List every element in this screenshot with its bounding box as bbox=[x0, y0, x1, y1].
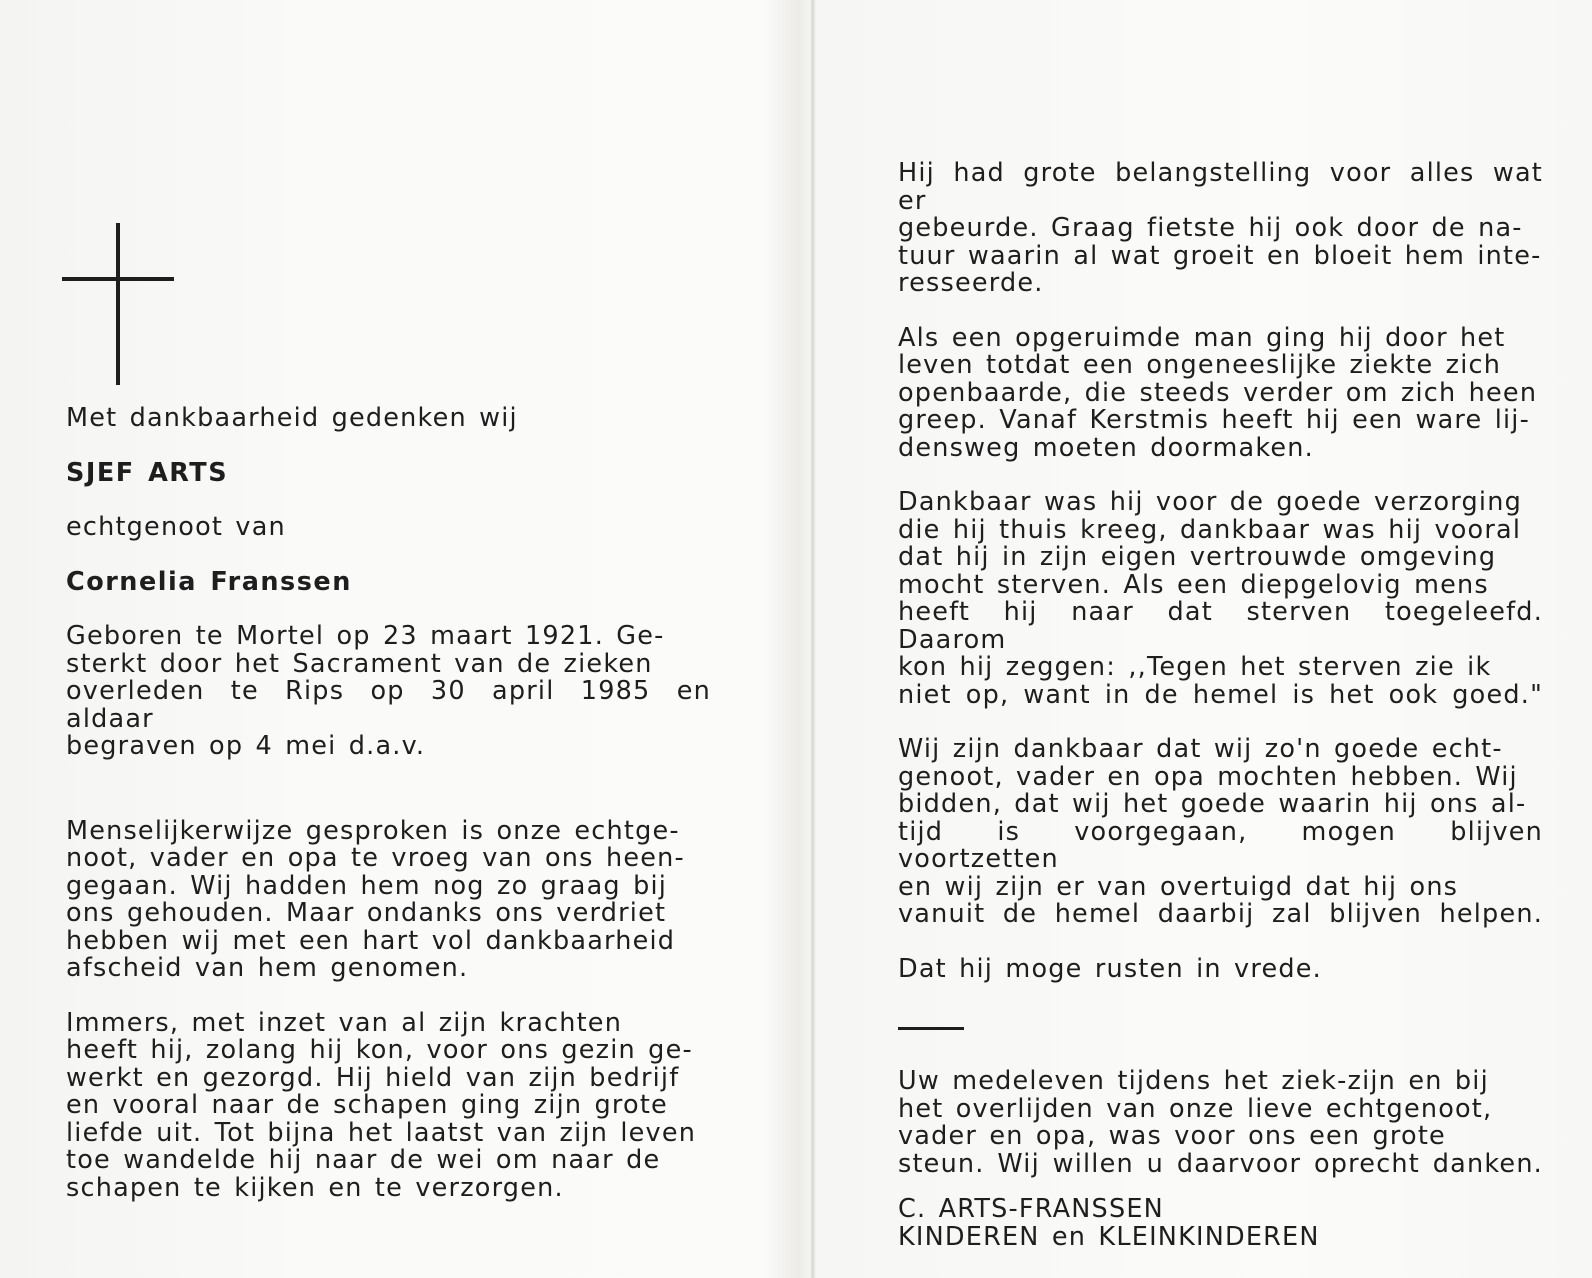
text-line: hebben wij met een hart vol dankbaarheid bbox=[66, 925, 676, 956]
divider bbox=[898, 1027, 964, 1030]
deceased-name: SJEF ARTS bbox=[66, 457, 229, 488]
closing-text: Dat hij moge rusten in vrede. bbox=[898, 953, 1322, 984]
text-line: begraven op 4 mei d.a.v. bbox=[66, 731, 426, 761]
text-line: resseerde. bbox=[898, 268, 1044, 298]
text-line: Geboren te Mortel op 23 maart 1921. Ge- bbox=[66, 621, 665, 651]
text-line: steun. Wij willen u daarvoor oprecht danken. bbox=[898, 1148, 1543, 1179]
text-line: het overlijden van onze lieve echtgenoot, bbox=[898, 1093, 1493, 1124]
text-line: tijd is voorgegaan, mogen blijven voortzetten bbox=[898, 816, 1543, 874]
text-line: kon hij zeggen: ,,Tegen het sterven zie ik bbox=[898, 652, 1492, 682]
text-line: vanuit de hemel daarbij zal blijven helpen. bbox=[898, 899, 1543, 929]
text-line: bidden, dat wij het goede waarin hij ons al- bbox=[898, 789, 1527, 819]
text-line: densweg moeten doormaken. bbox=[898, 432, 1314, 463]
text-line: openbaarde, die steeds verder om zich heen bbox=[898, 377, 1538, 408]
right-paragraph-2 bbox=[898, 322, 1543, 463]
text-line: sterkt door het Sacrament van de zieken bbox=[66, 648, 653, 679]
birth-paragraph bbox=[66, 623, 711, 761]
right-panel bbox=[898, 160, 1543, 1251]
text-line: gegaan. Wij hadden hem nog zo graag bij bbox=[66, 870, 668, 901]
text-line: en vooral naar de schapen ging zijn grote bbox=[66, 1090, 668, 1120]
text-line: heeft hij, zolang hij kon, voor ons gezin ge- bbox=[66, 1035, 693, 1065]
text-line: en wij zijn er van overtuigd dat hij ons bbox=[898, 871, 1459, 902]
text-line: genoot, vader en opa mochten hebben. Wij bbox=[898, 761, 1518, 792]
left-paragraph-2 bbox=[66, 1007, 711, 1203]
text-line: Uw medeleven tijdens het ziek-zijn en bij bbox=[898, 1066, 1489, 1096]
right-paragraph-3 bbox=[898, 489, 1543, 709]
signature bbox=[898, 1196, 1543, 1251]
text-line: Immers, met inzet van al zijn krachten bbox=[66, 1007, 623, 1038]
thanks-paragraph bbox=[898, 1068, 1543, 1178]
text-line: niet op, want in de hemel is het ook goed." bbox=[898, 679, 1543, 710]
signature-line: C. ARTS-FRANSSEN bbox=[898, 1194, 1164, 1224]
text-line: dat hij in zijn eigen vertrouwde omgeving bbox=[898, 542, 1497, 572]
text-line: Dankbaar was hij voor de goede verzorging bbox=[898, 487, 1522, 517]
left-paragraph-1 bbox=[66, 815, 711, 983]
text-line: greep. Vanaf Kerstmis heeft hij een ware lij- bbox=[898, 405, 1530, 435]
text-line: Wij zijn dankbaar dat wij zo'n goede echt- bbox=[898, 734, 1503, 764]
spouse-label: echtgenoot van bbox=[66, 512, 286, 542]
text-line: liefde uit. Tot bijna het laatst van zijn leven bbox=[66, 1117, 697, 1148]
text-line: vader en opa, was voor ons een grote bbox=[898, 1121, 1446, 1151]
left-panel bbox=[66, 405, 711, 1202]
cross-icon bbox=[62, 223, 174, 385]
text-line: schapen te kijken en te verzorgen. bbox=[66, 1172, 564, 1203]
card-fold bbox=[810, 0, 816, 1278]
right-paragraph-1 bbox=[898, 160, 1543, 298]
intro-text: Met dankbaarheid gedenken wij bbox=[66, 403, 518, 433]
spouse-name: Cornelia Franssen bbox=[66, 566, 352, 597]
right-paragraph-4 bbox=[898, 736, 1543, 929]
text-line: tuur waarin al wat groeit en bloeit hem inte- bbox=[898, 240, 1542, 271]
text-line: ons gehouden. Maar ondanks ons verdriet bbox=[66, 898, 667, 928]
text-line: Als een opgeruimde man ging hij door het bbox=[898, 322, 1506, 353]
text-line: afscheid van hem genomen. bbox=[66, 953, 469, 983]
text-line: leven totdat een ongeneeslijke ziekte zich bbox=[898, 350, 1502, 380]
text-line: noot, vader en opa te vroeg van ons heen- bbox=[66, 843, 685, 873]
text-line: mocht sterven. Als een diepgelovig mens bbox=[898, 569, 1489, 600]
text-line: overleden te Rips op 30 april 1985 en aldaar bbox=[66, 676, 711, 734]
signature-line: KINDEREN en KLEINKINDEREN bbox=[898, 1221, 1320, 1252]
text-line: werkt en gezorgd. Hij hield van zijn bedrijf bbox=[66, 1062, 680, 1093]
text-line: heeft hij naar dat sterven toegeleefd. Daarom bbox=[898, 597, 1543, 655]
text-line: toe wandelde hij naar de wei om naar de bbox=[66, 1145, 661, 1175]
text-line: gebeurde. Graag fietste hij ook door de na- bbox=[898, 213, 1523, 243]
text-line: Hij had grote belangstelling voor alles wat er bbox=[898, 158, 1543, 216]
text-line: Menselijkerwijze gesproken is onze echtge- bbox=[66, 815, 680, 846]
text-line: die hij thuis kreeg, dankbaar was hij vooral bbox=[898, 514, 1522, 545]
